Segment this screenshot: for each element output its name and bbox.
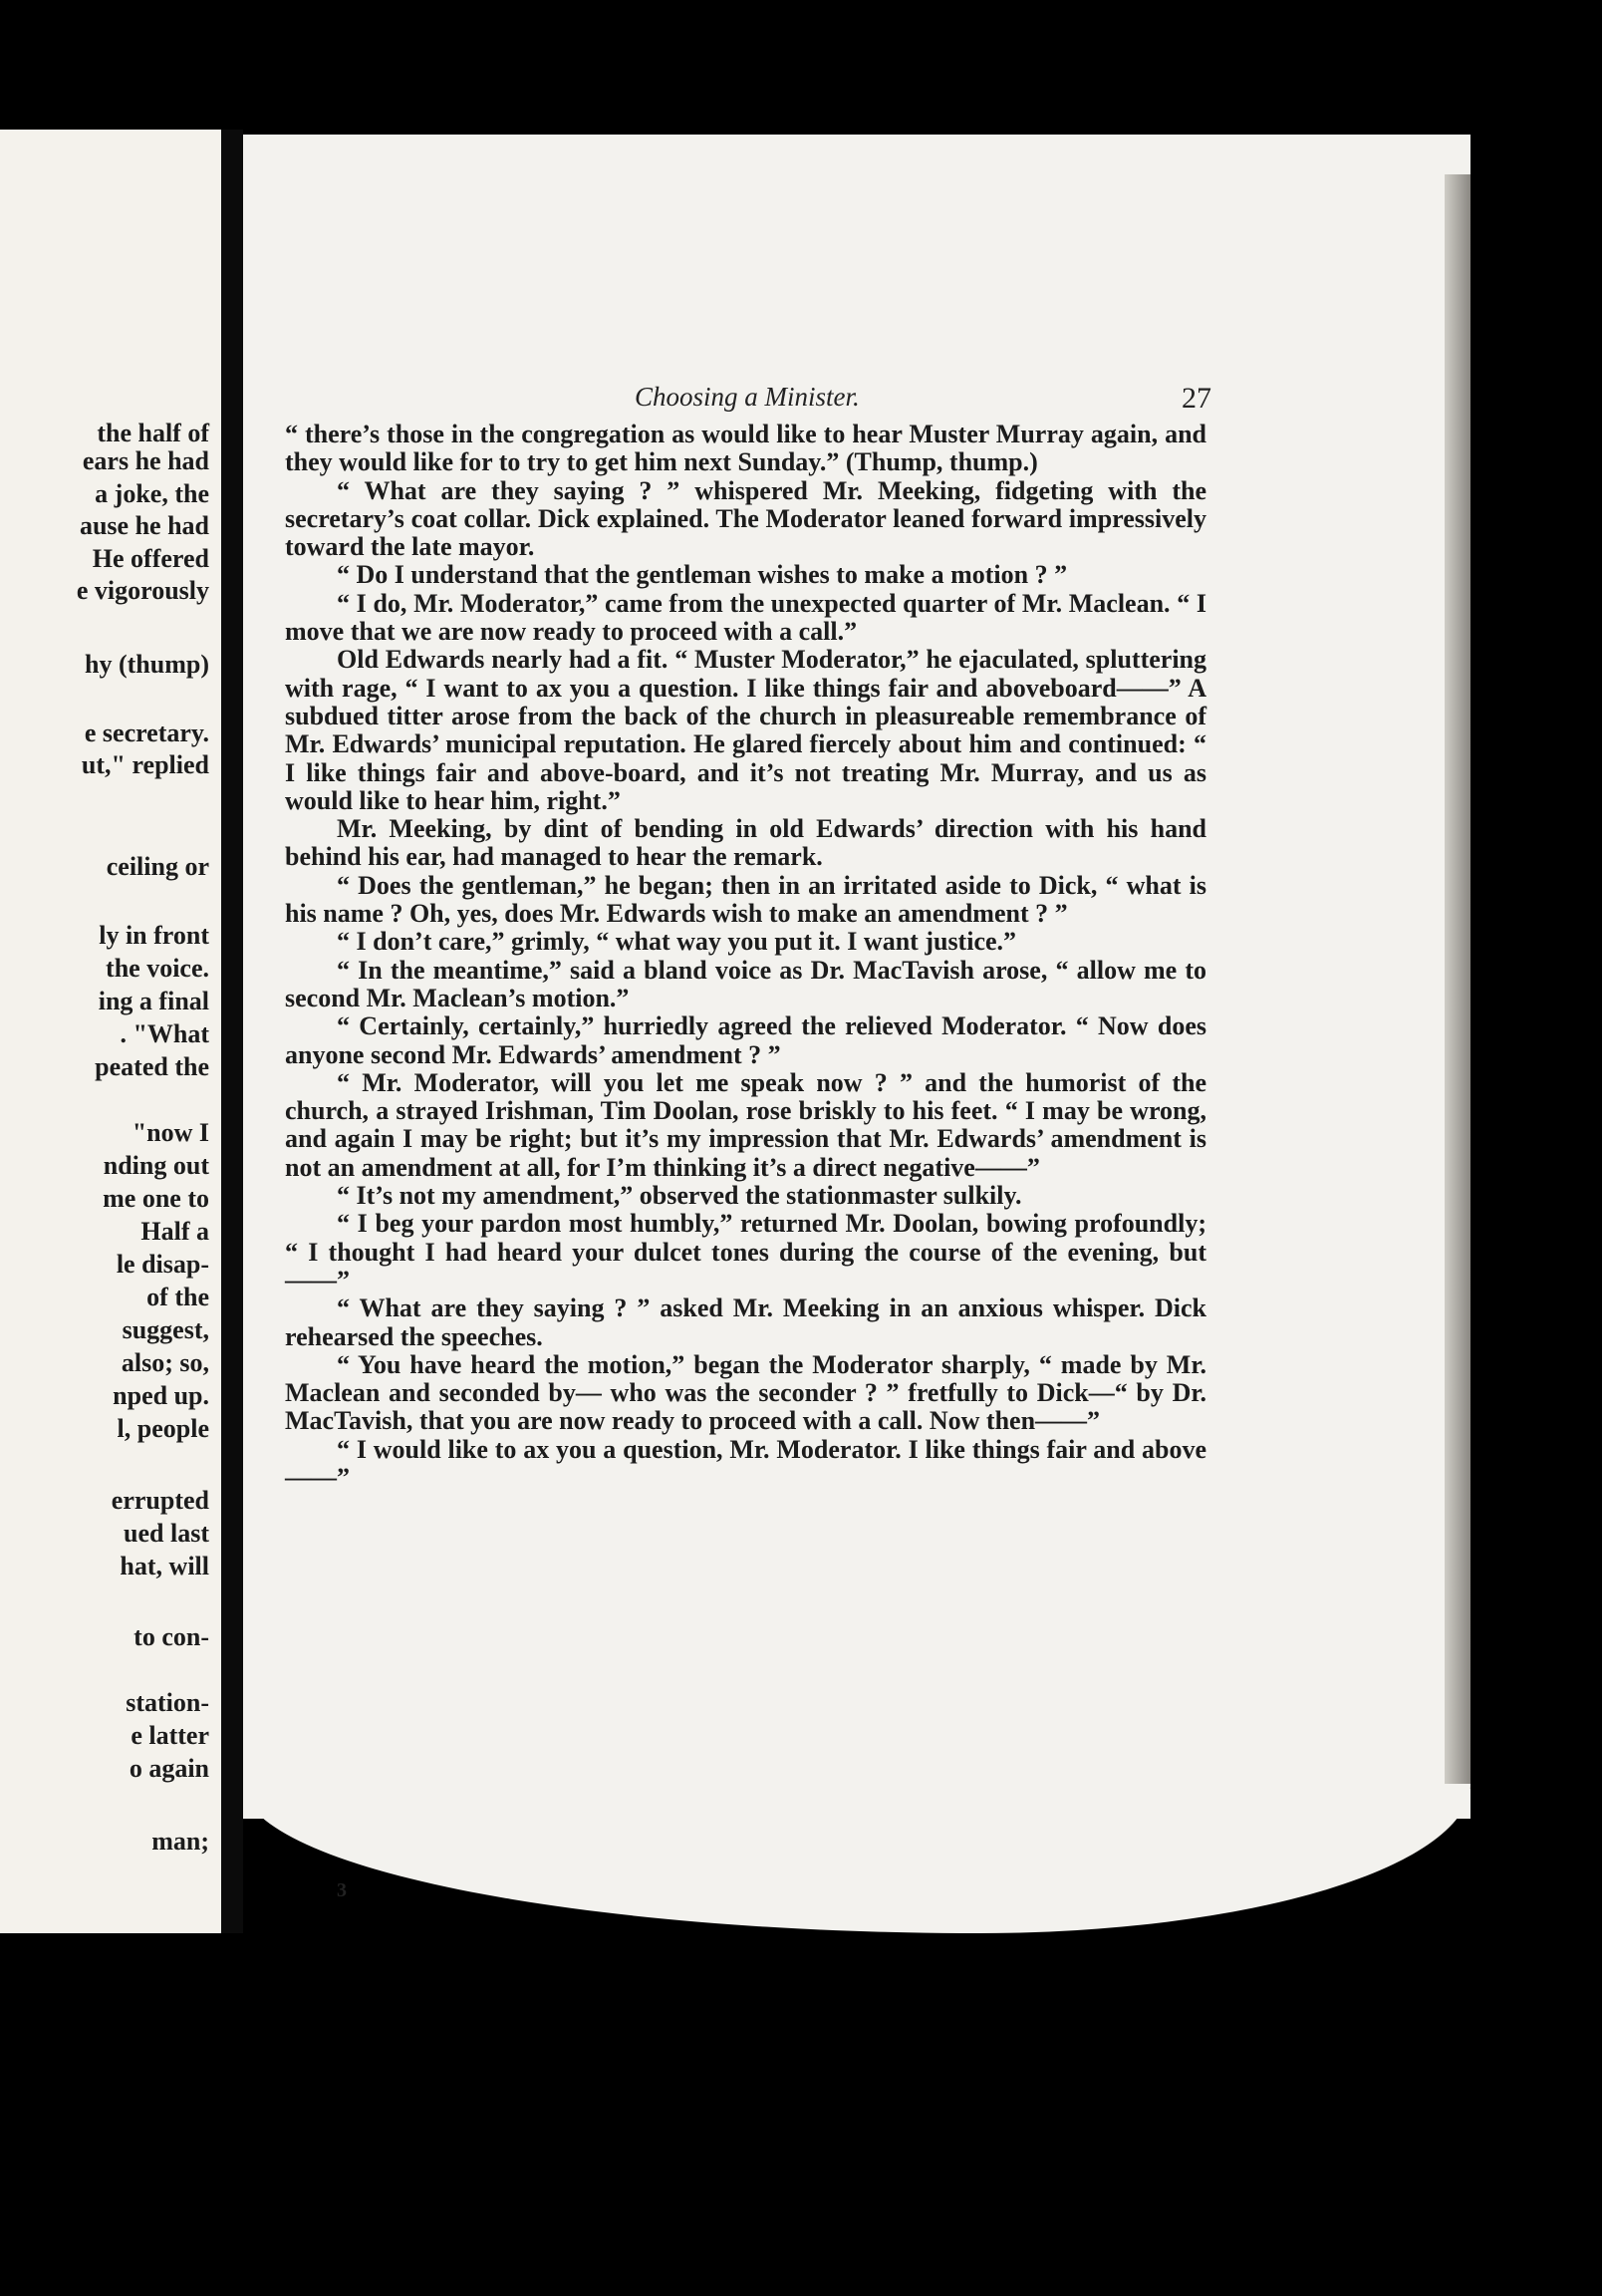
left-line: e latter	[131, 1721, 209, 1750]
paragraph: “ What are they saying ? ” whispered Mr. Meeking, fidgeting with the secretary’s coat collar. Dick explained. The Moderator leaned forward impressively toward the late mayor.	[285, 475, 1206, 562]
left-line: He offered	[92, 544, 209, 573]
left-line: nped up.	[113, 1381, 209, 1410]
left-line: le disap-	[116, 1250, 209, 1279]
paragraph: Old Edwards nearly had a fit. “ Muster Moderator,” he ejaculated, spluttering with rage, “ I want to ax you a question. I like things fair and aboveboard——” A subdued titter arose from the back of the church in pleasureable remembrance of Mr. Edwards’ municipal reputation. He glared fiercely about him and continued: “ I like things fair and above-board, and it’s not treating Mr. Murray, and us as would like to hear him, right.”	[285, 645, 1206, 815]
left-line: the half of	[97, 419, 209, 447]
left-line: suggest,	[122, 1315, 209, 1344]
paragraph: “ I do, Mr. Moderator,” came from the unexpected quarter of Mr. Maclean. “ I move that we are now ready to proceed with a call.”	[285, 588, 1206, 647]
body-text	[285, 421, 1206, 1492]
left-line: man;	[151, 1827, 209, 1856]
left-line: hat, will	[120, 1552, 209, 1580]
left-line: ut," replied	[81, 750, 209, 779]
paragraph: “ You have heard the motion,” began the Moderator sharply, “ made by Mr. Maclean and seconded by— who was the seconder ? ” fretfully to Dick—“ by Dr. MacTavish, that you are now ready to proceed with a call. Now then——”	[285, 1349, 1206, 1436]
left-line: of the	[146, 1283, 209, 1311]
left-line: ly in front	[99, 921, 209, 950]
paragraph: “ Does the gentleman,” he began; then in an irritated aside to Dick, “ what is his name ? Oh, yes, does Mr. Edwards wish to make an amendment ? ”	[285, 870, 1206, 929]
page-stain	[243, 1784, 1470, 1933]
left-line: me one to	[103, 1184, 209, 1213]
signature-mark: 3	[337, 1879, 347, 1901]
paragraph: “ Mr. Moderator, will you let me speak now ? ” and the humorist of the church, a strayed Irishman, Tim Doolan, rose briskly to his feet. “ I may be wrong, and again I may be right; but it’s my impression that Mr. Edwards’ amendment is not an amendment at all, for I’m thinking it’s a direct negative——”	[285, 1067, 1206, 1182]
paragraph: “ In the meantime,” said a bland voice as Dr. MacTavish arose, “ allow me to second Mr. Maclean’s motion.”	[285, 955, 1206, 1012]
left-line: a joke, the	[95, 479, 209, 508]
left-line: ued last	[124, 1519, 209, 1548]
left-line: ause he had	[79, 511, 209, 540]
paragraph: “ Do I understand that the gentleman wishes to make a motion ? ”	[337, 560, 1068, 590]
book-gutter	[221, 130, 243, 1933]
left-line: ceiling or	[106, 852, 209, 881]
left-line: Half a	[140, 1217, 209, 1246]
paragraph: “ there’s those in the congregation as would like to hear Muster Murray again, and they would like for to try to get him next Sunday.” (Thump, thump.)	[285, 420, 1206, 477]
paragraph: Mr. Meeking, by dint of bending in old Edwards’ direction with his hand behind his ear, had managed to hear the remark.	[285, 814, 1206, 872]
running-head: Choosing a Minister.	[635, 382, 860, 412]
left-line: ing a final	[98, 987, 209, 1015]
left-line: o again	[129, 1754, 209, 1783]
left-line: e secretary.	[84, 718, 209, 747]
left-line: to con-	[134, 1622, 209, 1651]
left-line: ears he had	[82, 446, 209, 475]
paragraph: “ What are they saying ? ” asked Mr. Meeking in an anxious whisper. Dick rehearsed the speeches.	[285, 1293, 1206, 1351]
paragraph: “ Certainly, certainly,” hurriedly agreed the relieved Moderator. “ Now does anyone second Mr. Edwards’ amendment ? ”	[285, 1011, 1206, 1069]
left-line: . "What	[120, 1019, 209, 1048]
left-line: the voice.	[106, 954, 209, 983]
paragraph: “ I beg your pardon most humbly,” returned Mr. Doolan, bowing profoundly; “ I thought I had heard your dulcet tones during the course of the evening, but——”	[285, 1209, 1206, 1294]
left-line: l, people	[117, 1414, 209, 1443]
left-line: peated the	[95, 1052, 209, 1081]
left-line: "now I	[132, 1118, 209, 1147]
left-line: e vigorously	[76, 576, 209, 605]
paragraph: “ It’s not my amendment,” observed the stationmaster sulkily.	[337, 1181, 1022, 1211]
left-line: errupted	[111, 1486, 209, 1515]
page-header	[243, 382, 1239, 422]
left-line: also; so,	[121, 1348, 209, 1377]
left-line: station-	[126, 1688, 209, 1717]
page-number: 27	[1182, 382, 1211, 415]
paragraph: “ I would like to ax you a question, Mr. Moderator. I like things fair and above——”	[285, 1434, 1206, 1492]
left-line: nding out	[103, 1151, 209, 1180]
left-line: hy (thump)	[85, 650, 209, 679]
left-page-fragment	[0, 130, 221, 1933]
paragraph: “ I don’t care,” grimly, “ what way you put it. I want justice.”	[337, 927, 1017, 957]
